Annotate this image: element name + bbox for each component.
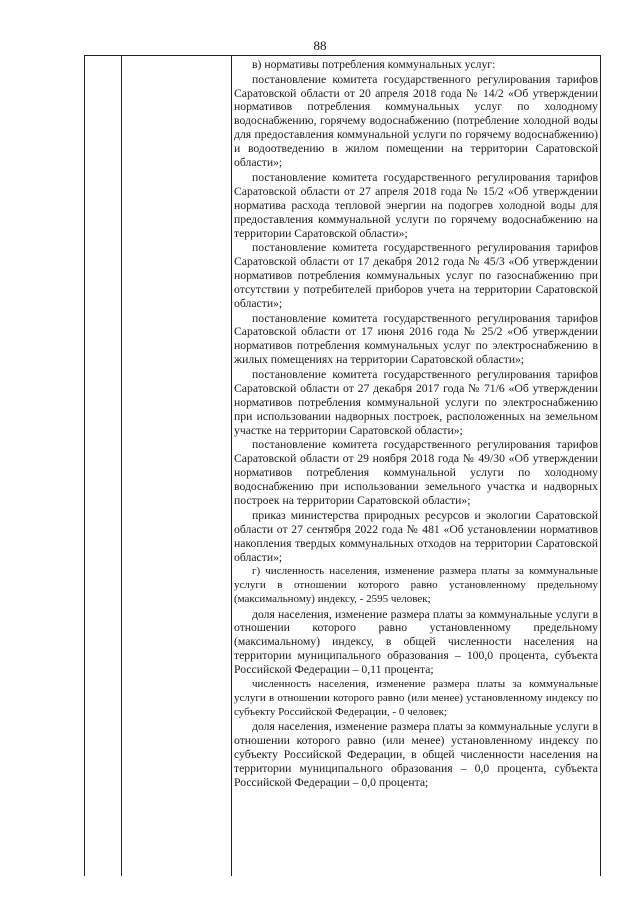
paragraph: постановление комитета государственного регулирования тарифов Саратовской области от 29 ноября 2018 года № 49/30 «Об утверждении нормативов потребления коммунальной услуги по холодному водоснабжению при использовании земельного участка и надворных построек на территории Саратовской области»; [234, 438, 598, 508]
paragraph: постановление комитета государственного регулирования тарифов Саратовской области от 20 апреля 2018 года № 14/2 «Об утверждении нормативов потребления коммунальных услуг по холодному водоснабжению, горячему водоснабжению (потребление холодной воды для предоставления коммунальной услуги по горячему водоснабжению) и водоотведению в жилом помещении на территории Саратовской области»; [234, 72, 598, 170]
paragraph: доля населения, изменение размера платы за коммунальные услуги в отношении которого равно установленному предельному (максимальному) индексу, в общей численности населения на территории муниципального образования – 100,0 процента, субъекта Российской Федерации – 0,11 процента; [234, 607, 598, 677]
paragraph-heading-g: г) численность населения, изменение размера платы за коммунальные услуги в отношении которого равно установленному предельному (максимальному) индексу, - 2595 человек; [234, 565, 598, 605]
paragraph: численность населения, изменение размера платы за коммунальные услуги в отношении которого равно (или менее) установленному индексу по субъекту Российской Федерации, - 0 человек; [234, 677, 598, 718]
table-border-left [84, 56, 85, 876]
paragraph: приказ министерства природных ресурсов и экологии Саратовской области от 27 сентября 2022 года № 481 «Об установлении нормативов накопления твердых коммунальных отходов на территории Саратовской области»; [234, 508, 598, 564]
table-border-right [600, 56, 601, 876]
paragraph: доля населения, изменение размера платы за коммунальные услуги в отношении которого равно (или менее) установленному индексу по субъекту Российской Федерации, в общей численности населения на территории муниципального образования – 0,0 процента, субъекта Российской Федерации – 0,0 процента; [234, 720, 598, 790]
document-table [84, 55, 601, 876]
paragraph: постановление комитета государственного регулирования тарифов Саратовской области от 27 апреля 2018 года № 15/2 «Об утверждении норматива расхода тепловой энергии на подогрев холодной воды для предоставления коммунальной услуги по горячему водоснабжению на территории Саратовской области»; [234, 170, 598, 240]
paragraph: постановление комитета государственного регулирования тарифов Саратовской области от 17 июня 2016 года № 25/2 «Об утверждении нормативов потребления коммунальных услуг по электроснабжению в жилых помещениях на территории Саратовской области»; [234, 311, 598, 367]
paragraph: постановление комитета государственного регулирования тарифов Саратовской области от 27 декабря 2017 года № 71/6 «Об утверждении нормативов потребления коммунальной услуги по электроснабжению при использовании надворных построек, расположенных на земельном участке на территории Саратовской области»; [234, 367, 598, 437]
paragraph-heading-v: в) нормативы потребления коммунальных услуг: [252, 58, 496, 71]
table-column-divider-2 [231, 56, 232, 876]
table-cell-content [234, 58, 598, 791]
paragraph: постановление комитета государственного регулирования тарифов Саратовской области от 17 декабря 2012 года № 45/3 «Об утверждении нормативов потребления коммунальных услуг по газоснабжению при отсутствии у потребителей приборов учета на территории Саратовской области»; [234, 241, 598, 310]
table-column-divider-1 [121, 56, 122, 876]
page-number: 88 [313, 38, 327, 53]
